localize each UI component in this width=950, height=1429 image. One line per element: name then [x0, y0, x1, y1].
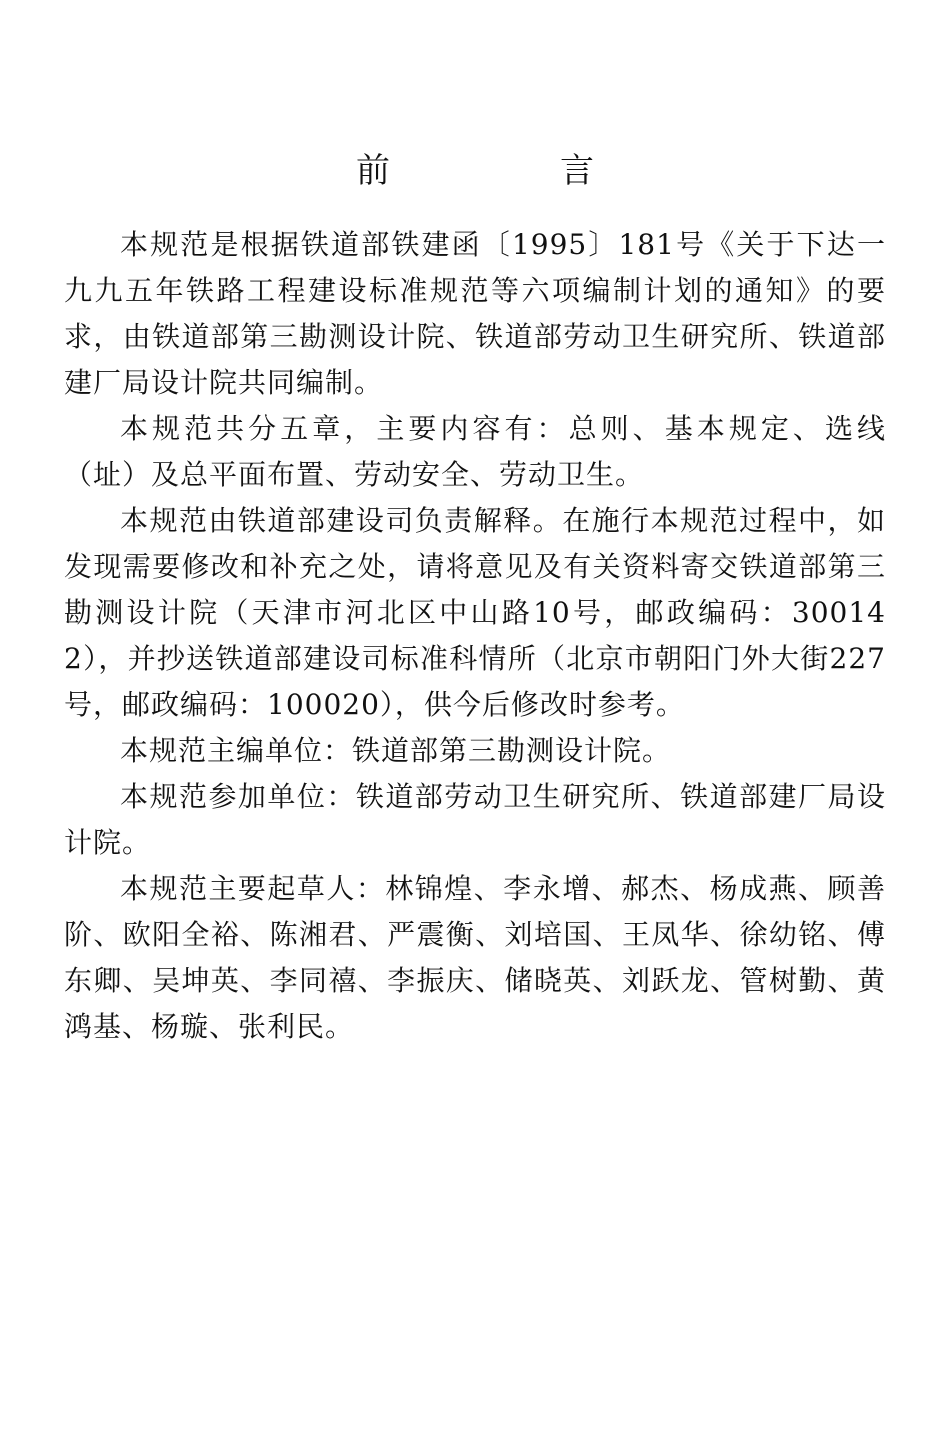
preface-body [64, 222, 886, 1050]
paragraph-interpretation: 本规范由铁道部建设司负责解释。在施行本规范过程中，如发现需要修改和补充之处，请将意见及有关资料寄交铁道部第三勘测设计院（天津市河北区中山路10号，邮政编码：300142），并抄送铁道部建设司标准科情所（北京市朝阳门外大街227号，邮政编码：100020），供今后修改时参考。 [64, 504, 886, 721]
paragraph-chief-editor: 本规范主编单位：铁道部第三勘测设计院。 [120, 734, 672, 767]
paragraph-basis: 本规范是根据铁道部铁建函〔1995〕181号《关于下达一九九五年铁路工程建设标准规范等六项编制计划的通知》的要求，由铁道部第三勘测设计院、铁道部劳动卫生研究所、铁道部建厂局设计院共同编制。 [64, 228, 886, 399]
page-title: 前 言 [356, 151, 662, 191]
paragraph-contents: 本规范共分五章，主要内容有：总则、基本规定、选线（址）及总平面布置、劳动安全、劳动卫生。 [64, 412, 886, 491]
paragraph-participants: 本规范参加单位：铁道部劳动卫生研究所、铁道部建厂局设计院。 [64, 780, 886, 859]
paragraph-drafters: 本规范主要起草人：林锦煌、李永增、郝杰、杨成燕、顾善阶、欧阳全裕、陈湘君、严震衡、刘培国、王凤华、徐幼铭、傅东卿、吴坤英、李同禧、李振庆、储晓英、刘跃龙、管树勤、黄鸿基、杨璇、张利民。 [64, 872, 886, 1043]
